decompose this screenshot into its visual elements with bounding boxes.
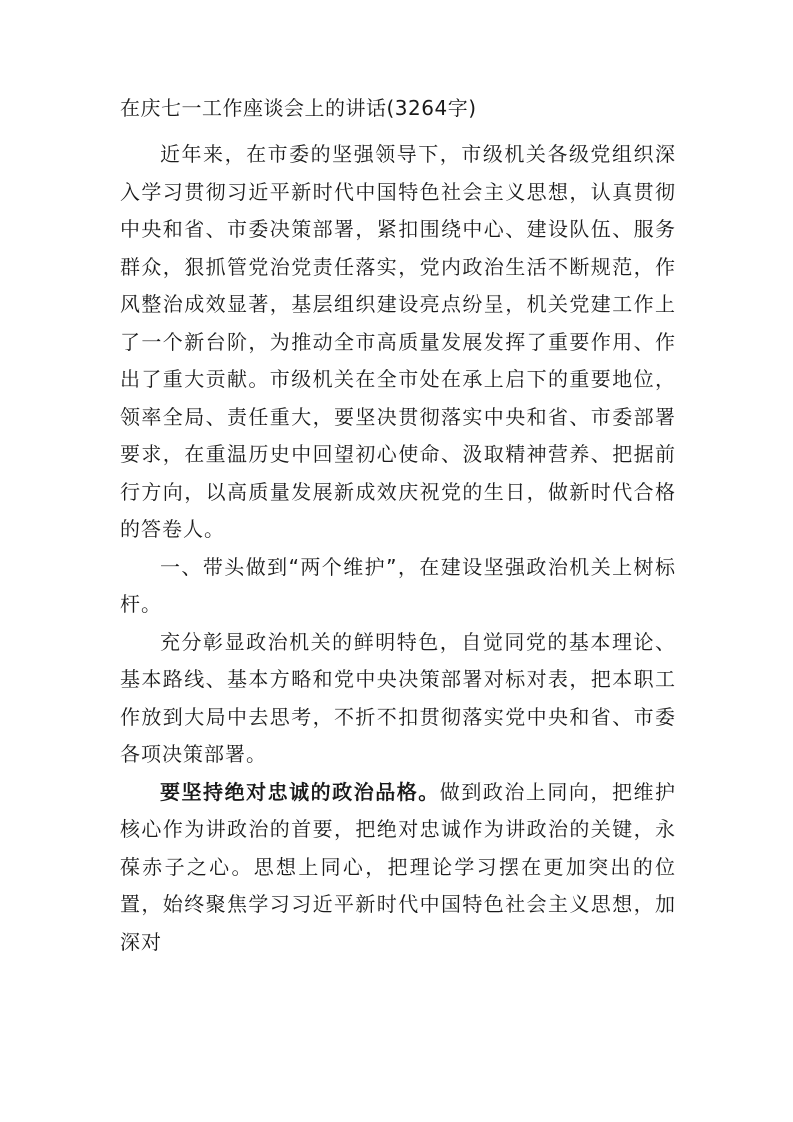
paragraph-intro-text: 近年来，在市委的坚强领导下，市级机关各级党组织深入学习贯彻习近平新时代中国特色社会主义思想，认真贯彻中央和省、市委决策部署，紧扣围绕中心、建设队伍、服务群众，狠抓管党治党责任落实，党内政治生活不断规范，作风整治成效显著，基层组织建设亮点纷呈，机关党建工作上了一个新台阶，为推动全市高质量发展发挥了重要作用、作出了重大贡献。市级机关在全市处在承上启下的重要地位，领率全局、责任重大，要坚决贯彻落实中央和省、市委部署要求，在重温历史中回望初心使命、汲取精神营养、把据前行方向，以高质量发展新成效庆祝党的生日，做新时代合格的答卷人。 xyxy=(120,142,676,541)
paragraph-intro xyxy=(120,136,676,549)
paragraph-loyalty-text: 做到政治上同向，把维护核心作为讲政治的首要，把绝对忠诚作为讲政治的关键，永葆赤子之心。思想上同心，把理论学习摆在更加突出的位置，始终聚焦学习习近平新时代中国特色社会主义思想，加深对 xyxy=(120,779,677,954)
paragraph-section-1 xyxy=(120,624,676,774)
section-heading-1 xyxy=(120,549,676,624)
document-body xyxy=(120,136,676,961)
section-heading-1-text: 一、带头做到“两个维护”，在建设坚强政治机关上树标杆。 xyxy=(120,554,676,616)
paragraph-loyalty-lead: 要坚持绝对忠诚的政治品格。 xyxy=(160,779,440,804)
paragraph-section-1-text: 充分彰显政治机关的鲜明特色，自觉同党的基本理论、基本路线、基本方略和党中央决策部署对标对表，把本职工作放到大局中去思考，不折不扣贯彻落实党中央和省、市委各项决策部署。 xyxy=(120,629,676,766)
document-title: 在庆七一工作座谈会上的讲话(3264字) xyxy=(120,96,477,120)
paragraph-loyalty xyxy=(120,774,676,962)
